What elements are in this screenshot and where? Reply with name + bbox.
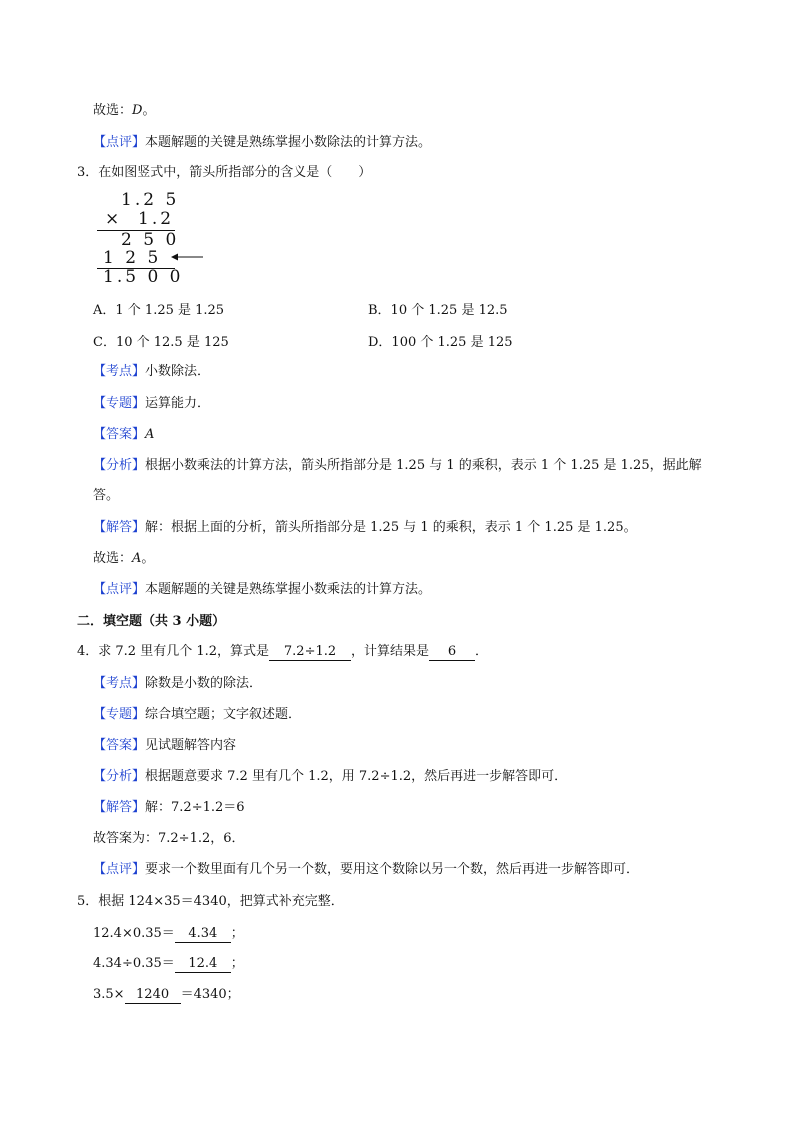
q4-jieda bbox=[93, 799, 245, 817]
zhuanti-tag: 【专题】 bbox=[93, 707, 146, 722]
q4-fenxi bbox=[93, 768, 567, 786]
q5-line2-expression: 4.34÷0.35＝ bbox=[93, 956, 175, 971]
q5-line2-end: ； bbox=[230, 956, 244, 971]
kaodian-tag: 【考点】 bbox=[93, 364, 146, 379]
calc-operator: × bbox=[105, 209, 123, 229]
vertical-multiplication bbox=[95, 190, 215, 290]
q4-comment bbox=[93, 861, 639, 879]
q5-stem: 5．根据 124×35＝4340，把算式补充完整． bbox=[77, 894, 344, 909]
q3-fenxi bbox=[93, 457, 702, 475]
q5-line-3 bbox=[93, 986, 240, 1004]
q4-zhuanti bbox=[93, 706, 301, 724]
fenxi-text: 根据题意要求 7.2 里有几个 1.2，用 7.2÷1.2，然后再进一步解答即可． bbox=[145, 769, 568, 784]
jieda-text: 解：根据上面的分析，箭头所指部分是 1.25 与 1 的乘积，表示 1 个 1.25 是 1.25。 bbox=[145, 520, 637, 535]
answer-blank: 1240 bbox=[125, 987, 181, 1004]
comment-tag: 【点评】 bbox=[93, 862, 146, 877]
q3-fenxi-cont: 答。 bbox=[93, 488, 120, 503]
q5-line-2 bbox=[93, 955, 244, 973]
q5-line3-expression: 3.5× bbox=[93, 987, 125, 1002]
q5-line1-expression: 12.4×0.35＝ bbox=[93, 926, 175, 941]
q4-answer-line: 故答案为：7.2÷1.2，6． bbox=[93, 831, 245, 846]
comment-text: 本题解题的关键是熟练掌握小数除法的计算方法。 bbox=[145, 135, 432, 150]
answer-blank-1: 7.2÷1.2 bbox=[269, 644, 351, 661]
answer-suffix: 。 bbox=[141, 551, 155, 566]
kaodian-text: 除数是小数的除法． bbox=[145, 676, 263, 691]
fenxi-text: 根据小数乘法的计算方法，箭头所指部分是 1.25 与 1 的乘积，表示 1 个 1.25 是 1.25，据此解 bbox=[145, 458, 702, 473]
daan-text: 见试题解答内容 bbox=[145, 738, 237, 753]
q4-stem-part-3: ． bbox=[475, 644, 489, 659]
q3-jieda bbox=[93, 519, 637, 537]
q4-stem-part-2: ，计算结果是 bbox=[351, 644, 430, 659]
zhuanti-text: 综合填空题；文字叙述题． bbox=[145, 707, 302, 722]
answer-blank: 12.4 bbox=[175, 956, 231, 973]
kaodian-tag: 【考点】 bbox=[93, 676, 146, 691]
calc-row-product: 1.5 0 0 bbox=[103, 267, 184, 287]
zhuanti-tag: 【专题】 bbox=[93, 396, 146, 411]
q4-daan bbox=[93, 737, 236, 755]
section-title: 二．填空题（共 3 小题） bbox=[77, 614, 226, 629]
q3-zhuanti bbox=[93, 395, 210, 413]
q3-stem: 3．在如图竖式中，箭头所指部分的含义是（ ） bbox=[77, 165, 372, 180]
q2-answer-line bbox=[93, 102, 155, 120]
option-c: C．10 个 12.5 是 125 bbox=[93, 335, 229, 350]
daan-text: A bbox=[145, 427, 155, 442]
comment-text: 要求一个数里面有几个另一个数，要用这个数除以另一个数，然后再进一步解答即可． bbox=[145, 862, 640, 877]
fenxi-tag: 【分析】 bbox=[93, 769, 146, 784]
fenxi-tag: 【分析】 bbox=[93, 458, 146, 473]
daan-tag: 【答案】 bbox=[93, 427, 146, 442]
q3-kaodian bbox=[93, 363, 210, 381]
answer-blank: 4.34 bbox=[175, 926, 231, 943]
q5-line-1 bbox=[93, 925, 244, 943]
q2-comment-line bbox=[93, 134, 431, 152]
daan-tag: 【答案】 bbox=[93, 738, 146, 753]
comment-tag: 【点评】 bbox=[93, 582, 146, 597]
answer-letter: A bbox=[132, 551, 142, 566]
jieda-text: 解：7.2÷1.2＝6 bbox=[145, 800, 245, 815]
arrow-left-icon bbox=[171, 252, 205, 262]
q3-answer-line bbox=[93, 550, 154, 568]
q5-line3-end: ＝4340； bbox=[180, 987, 240, 1002]
jieda-tag: 【解答】 bbox=[93, 800, 146, 815]
q5-line1-end: ； bbox=[230, 926, 244, 941]
zhuanti-text: 运算能力． bbox=[145, 396, 211, 411]
q4-stem bbox=[77, 643, 488, 661]
answer-suffix: 。 bbox=[142, 103, 156, 118]
answer-prefix: 故选： bbox=[93, 551, 133, 566]
jieda-tag: 【解答】 bbox=[93, 520, 146, 535]
calc-row-partial-1: 2 5 0 bbox=[121, 230, 180, 250]
answer-prefix: 故选： bbox=[93, 103, 133, 118]
q4-stem-part-1: 4．求 7.2 里有几个 1.2，算式是 bbox=[77, 644, 270, 659]
option-b: B．10 个 1.25 是 12.5 bbox=[368, 303, 508, 318]
q3-daan bbox=[93, 426, 154, 444]
q4-kaodian bbox=[93, 675, 262, 693]
option-a: A．1 个 1.25 是 1.25 bbox=[93, 303, 225, 318]
kaodian-text: 小数除法． bbox=[145, 364, 211, 379]
comment-tag: 【点评】 bbox=[93, 135, 146, 150]
answer-letter: D bbox=[132, 103, 143, 118]
calc-row-multiplicand: 1.2 5 bbox=[121, 190, 180, 210]
calc-row-multiplier: 1.2 bbox=[138, 209, 175, 229]
option-d: D．100 个 1.25 是 125 bbox=[368, 335, 513, 350]
calc-row-partial-2: 1 2 5 bbox=[103, 248, 162, 268]
answer-blank-2: 6 bbox=[429, 644, 475, 661]
q3-comment bbox=[93, 581, 431, 599]
comment-text: 本题解题的关键是熟练掌握小数乘法的计算方法。 bbox=[145, 582, 432, 597]
